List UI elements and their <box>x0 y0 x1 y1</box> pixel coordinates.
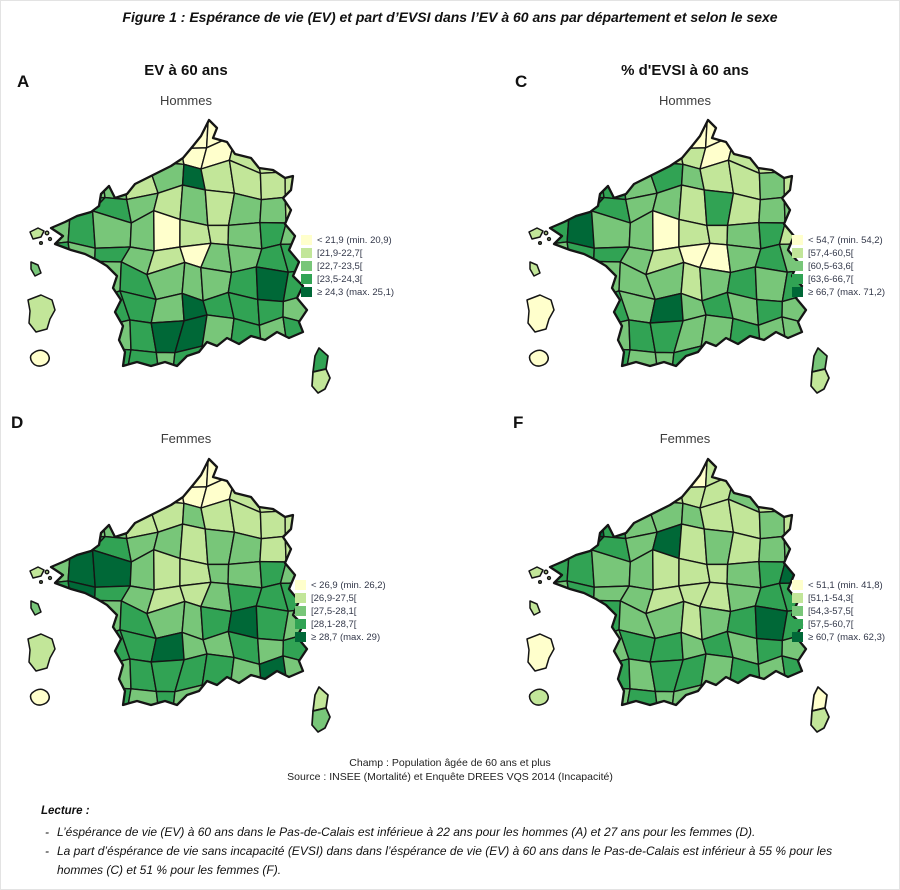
legend-label: [21,9-22,7[ <box>317 247 363 259</box>
figure-title: Figure 1 : Espérance de vie (EV) et part d’EVSI dans l’EV à 60 ans par département et selon le sexe <box>122 9 778 25</box>
champ-note: Champ : Population âgée de 60 ans et plus <box>349 757 551 769</box>
panel-letter: C <box>515 72 528 91</box>
panel-subtitle: Femmes <box>659 431 711 446</box>
lecture-item <box>41 842 871 880</box>
legend-swatch <box>295 593 306 603</box>
legend-swatch <box>295 580 306 590</box>
legend-row <box>792 260 885 272</box>
legend-evsi-hommes <box>792 234 885 298</box>
legend-row <box>301 260 394 272</box>
legend-swatch <box>301 287 312 297</box>
legend-row <box>301 234 394 246</box>
bullet-dash: - <box>45 825 49 839</box>
panel-ev-femmes <box>1 409 451 759</box>
legend-row <box>295 579 386 591</box>
lecture-heading: Lecture : <box>41 805 90 817</box>
lecture-block <box>41 805 871 881</box>
legend-swatch <box>792 235 803 245</box>
legend-label: ≥ 28,7 (max. 29) <box>311 631 381 643</box>
legend-label: [57,5-60,7[ <box>808 618 854 630</box>
legend-ev-femmes <box>295 579 386 643</box>
panel-subtitle: Hommes <box>159 93 212 108</box>
legend-swatch <box>792 606 803 616</box>
legend-swatch <box>792 632 803 642</box>
legend-label: < 54,7 (min. 54,2) <box>808 234 883 246</box>
legend-label: [60,5-63,6[ <box>808 260 854 272</box>
legend-row <box>295 618 386 630</box>
legend-swatch <box>792 593 803 603</box>
legend-label: [54,3-57,5[ <box>808 605 854 617</box>
legend-swatch <box>792 580 803 590</box>
legend-swatch <box>301 274 312 284</box>
legend-row <box>792 247 885 259</box>
legend-label: < 26,9 (min. 26,2) <box>311 579 386 591</box>
legend-row <box>792 286 885 298</box>
legend-row <box>792 592 885 604</box>
lecture-item <box>41 823 871 842</box>
legend-ev-hommes <box>301 234 394 298</box>
column-title-evsi: % d'EVSI à 60 ans <box>621 62 749 79</box>
legend-row <box>792 618 885 630</box>
panel-subtitle: Hommes <box>658 93 711 108</box>
legend-row <box>295 605 386 617</box>
legend-swatch <box>295 606 306 616</box>
figure-footnote <box>1 757 899 784</box>
legend-swatch <box>792 619 803 629</box>
legend-label: < 51,1 (min. 41,8) <box>808 579 883 591</box>
legend-label: ≥ 24,3 (max. 25,1) <box>317 286 395 298</box>
legend-row <box>301 247 394 259</box>
legend-row <box>295 592 386 604</box>
legend-label: [63,6-66,7[ <box>808 273 854 285</box>
legend-swatch <box>792 287 803 297</box>
legend-row <box>301 273 394 285</box>
legend-row <box>792 273 885 285</box>
legend-swatch <box>301 261 312 271</box>
legend-label: < 21,9 (min. 20,9) <box>317 234 392 246</box>
legend-label: [51,1-54,3[ <box>808 592 854 604</box>
legend-label: ≥ 66,7 (max. 71,2) <box>808 286 886 298</box>
bullet-dash: - <box>45 844 49 859</box>
legend-label: ≥ 60,7 (max. 62,3) <box>808 631 886 643</box>
legend-row <box>792 234 885 246</box>
legend-row <box>301 286 394 298</box>
legend-label: [27,5-28,1[ <box>311 605 357 617</box>
legend-row <box>792 579 885 591</box>
legend-row <box>792 605 885 617</box>
lecture-text: La part d’éspérance de vie sans incapacité (EVSI) dans dans l’éspérance de vie (EV) à 60 ans dans le Pas-de-Calais est inférieur à 55 % pour les hommes (C) et 51 % pour les femmes (F). <box>57 844 833 878</box>
panel-letter: D <box>11 413 24 432</box>
legend-row <box>792 631 885 643</box>
legend-swatch <box>301 235 312 245</box>
lecture-text: L’éspérance de vie (EV) à 60 ans dans le Pas-de-Calais est inférieue à 22 ans pour les hommes (A) et 27 ans pour les femmes (D). <box>57 825 756 839</box>
legend-label: [57,4-60,5[ <box>808 247 854 259</box>
legend-label: [22,7-23,5[ <box>317 260 363 272</box>
panel-evsi-hommes <box>451 56 900 411</box>
legend-swatch <box>295 619 306 629</box>
panel-ev-hommes <box>1 56 451 411</box>
legend-swatch <box>301 248 312 258</box>
legend-swatch <box>792 261 803 271</box>
column-title-ev: EV à 60 ans <box>144 62 228 79</box>
source-note: Source : INSEE (Mortalité) et Enquête DREES VQS 2014 (Incapacité) <box>287 770 613 783</box>
legend-swatch <box>295 632 306 642</box>
panel-letter: A <box>17 72 30 91</box>
panel-subtitle: Femmes <box>160 431 212 446</box>
panel-evsi-femmes <box>451 409 900 759</box>
legend-swatch <box>792 248 803 258</box>
legend-row <box>295 631 386 643</box>
legend-label: [26,9-27,5[ <box>311 592 357 604</box>
legend-evsi-femmes <box>792 579 885 643</box>
panel-letter: F <box>513 413 524 432</box>
legend-swatch <box>792 274 803 284</box>
legend-label: [23,5-24,3[ <box>317 273 363 285</box>
legend-label: [28,1-28,7[ <box>311 618 357 630</box>
